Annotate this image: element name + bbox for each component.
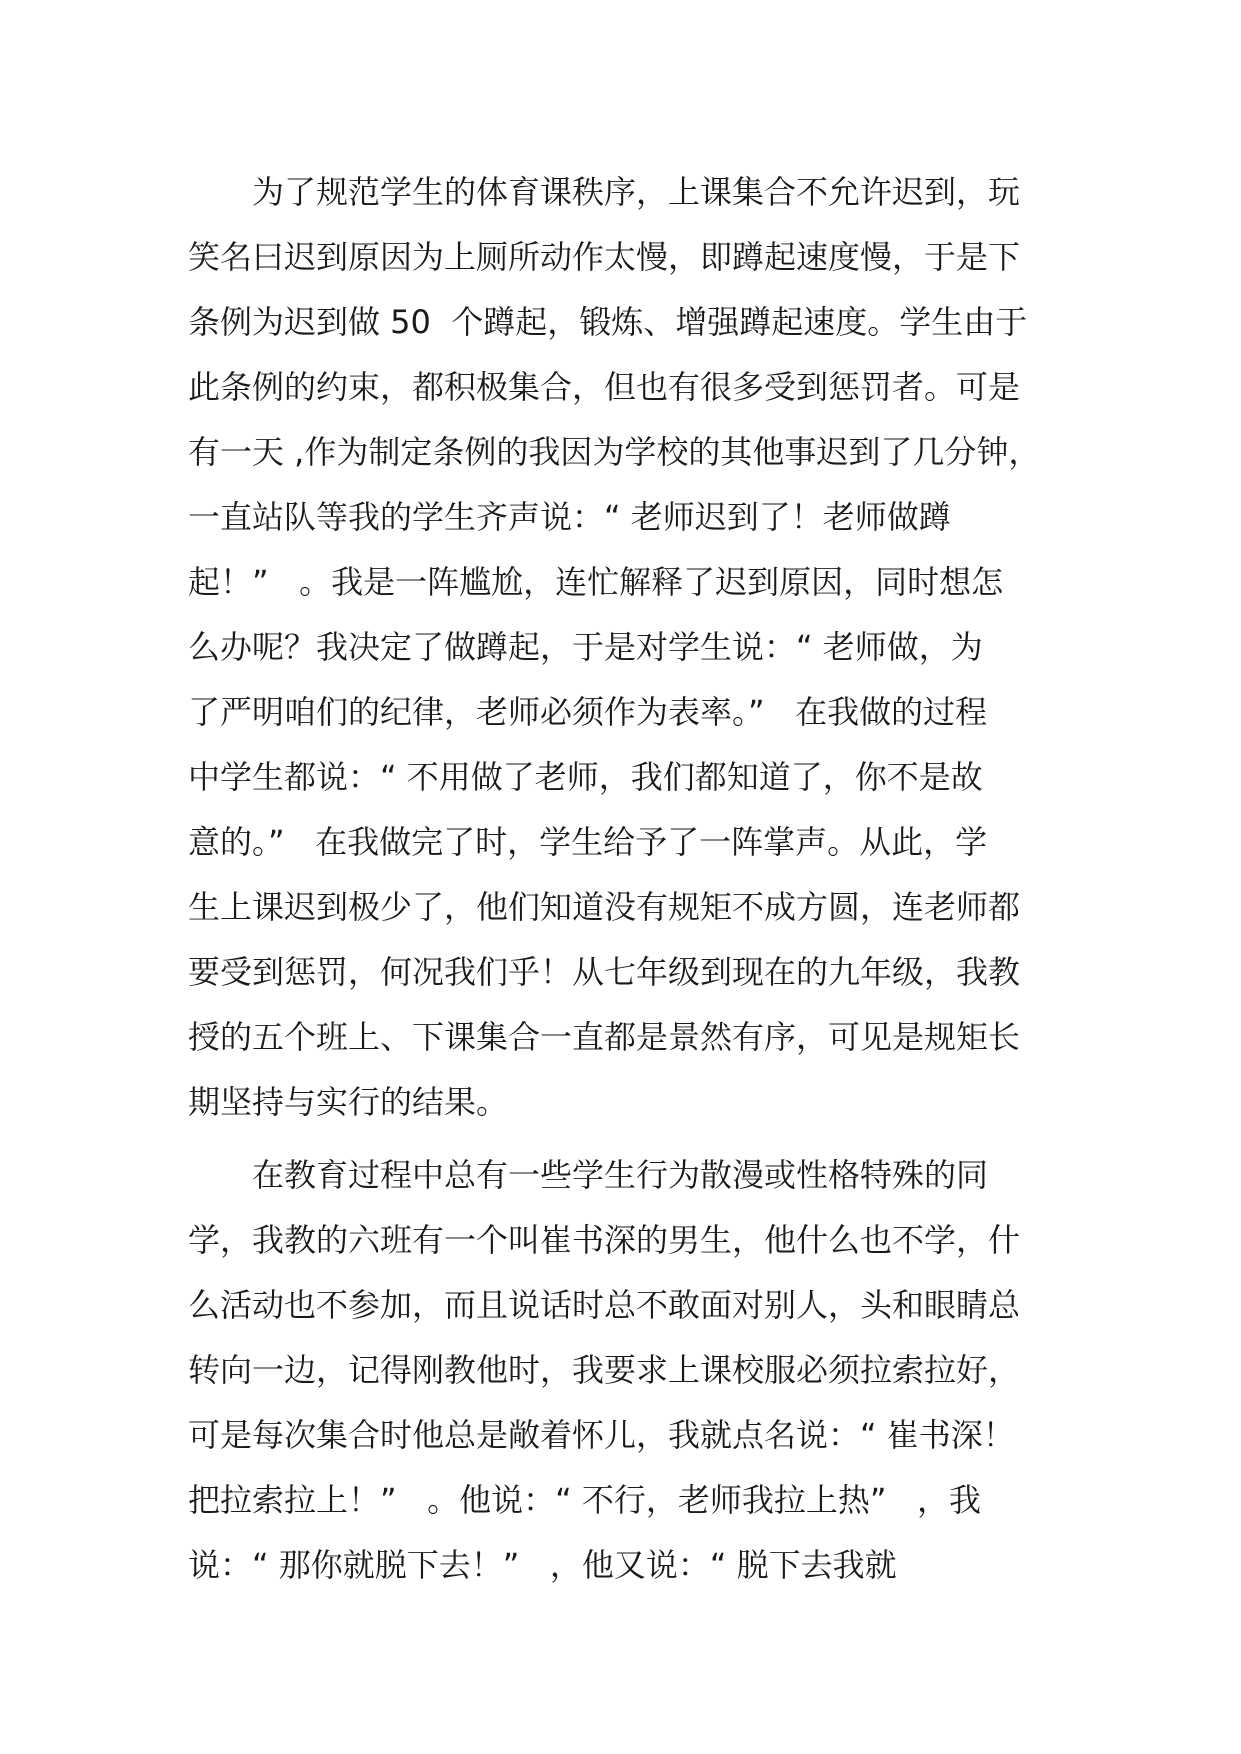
text-line: 起！” 。我是一阵尴尬，连忙解释了迟到原因，同时想怎 <box>188 563 1004 601</box>
text-line: 此条例的约束，都积极集合，但也有很多受到惩罚者。可是 <box>188 368 1021 406</box>
text-line: 有一天 ,作为制定条例的我因为学校的其他事迟到了几分钟， <box>188 433 1041 471</box>
text-line: 说：“ 那你就脱下去！” ，他又说：“ 脱下去我就 <box>188 1546 897 1584</box>
text-line: 条例为迟到做 50 个蹲起，锻炼、增强蹲起速度。学生由于 <box>188 303 1028 341</box>
text-line: 一直站队等我的学生齐声说：“ 老师迟到了！老师做蹲 <box>188 498 951 536</box>
text-line: 么办呢？我决定了做蹲起，于是对学生说：“ 老师做，为 <box>188 628 983 666</box>
text-line: 为了规范学生的体育课秩序，上课集合不允许迟到，玩 <box>252 173 1021 211</box>
text-line: 中学生都说：“ 不用做了老师，我们都知道了，你不是故 <box>188 758 983 796</box>
text-line: 笑名曰迟到原因为上厕所动作太慢，即蹲起速度慢，于是下 <box>188 238 1021 276</box>
text-line: 意的。” 在我做完了时，学生给予了一阵掌声。从此，学 <box>188 823 988 861</box>
document-body <box>188 160 1068 1598</box>
text-line: 了严明咱们的纪律，老师必须作为表率。” 在我做的过程 <box>188 693 988 731</box>
text-line: 生上课迟到极少了，他们知道没有规矩不成方圆，连老师都 <box>188 888 1021 926</box>
text-line: 学，我教的六班有一个叫崔书深的男生，他什么也不学，什 <box>188 1221 1021 1259</box>
paragraph-spacer <box>188 1135 1068 1143</box>
text-line: 授的五个班上、下课集合一直都是景然有序，可见是规矩长 <box>188 1018 1021 1056</box>
text-line: 在教育过程中总有一些学生行为散漫或性格特殊的同 <box>252 1156 989 1194</box>
text-line: 把拉索拉上！” 。他说：“ 不行，老师我拉上热” ，我 <box>188 1481 981 1519</box>
text-line: 转向一边，记得刚教他时，我要求上课校服必须拉索拉好， <box>188 1351 1021 1389</box>
text-line: 可是每次集合时他总是敞着怀儿，我就点名说：“ 崔书深！ <box>188 1416 1015 1454</box>
paragraph-1 <box>188 160 1068 1135</box>
text-line: 么活动也不参加，而且说话时总不敢面对别人，头和眼睛总 <box>188 1286 1021 1324</box>
text-line: 要受到惩罚，何况我们乎！从七年级到现在的九年级，我教 <box>188 953 1021 991</box>
paragraph-2 <box>188 1143 1068 1598</box>
text-line: 期坚持与实行的结果。 <box>188 1083 509 1121</box>
